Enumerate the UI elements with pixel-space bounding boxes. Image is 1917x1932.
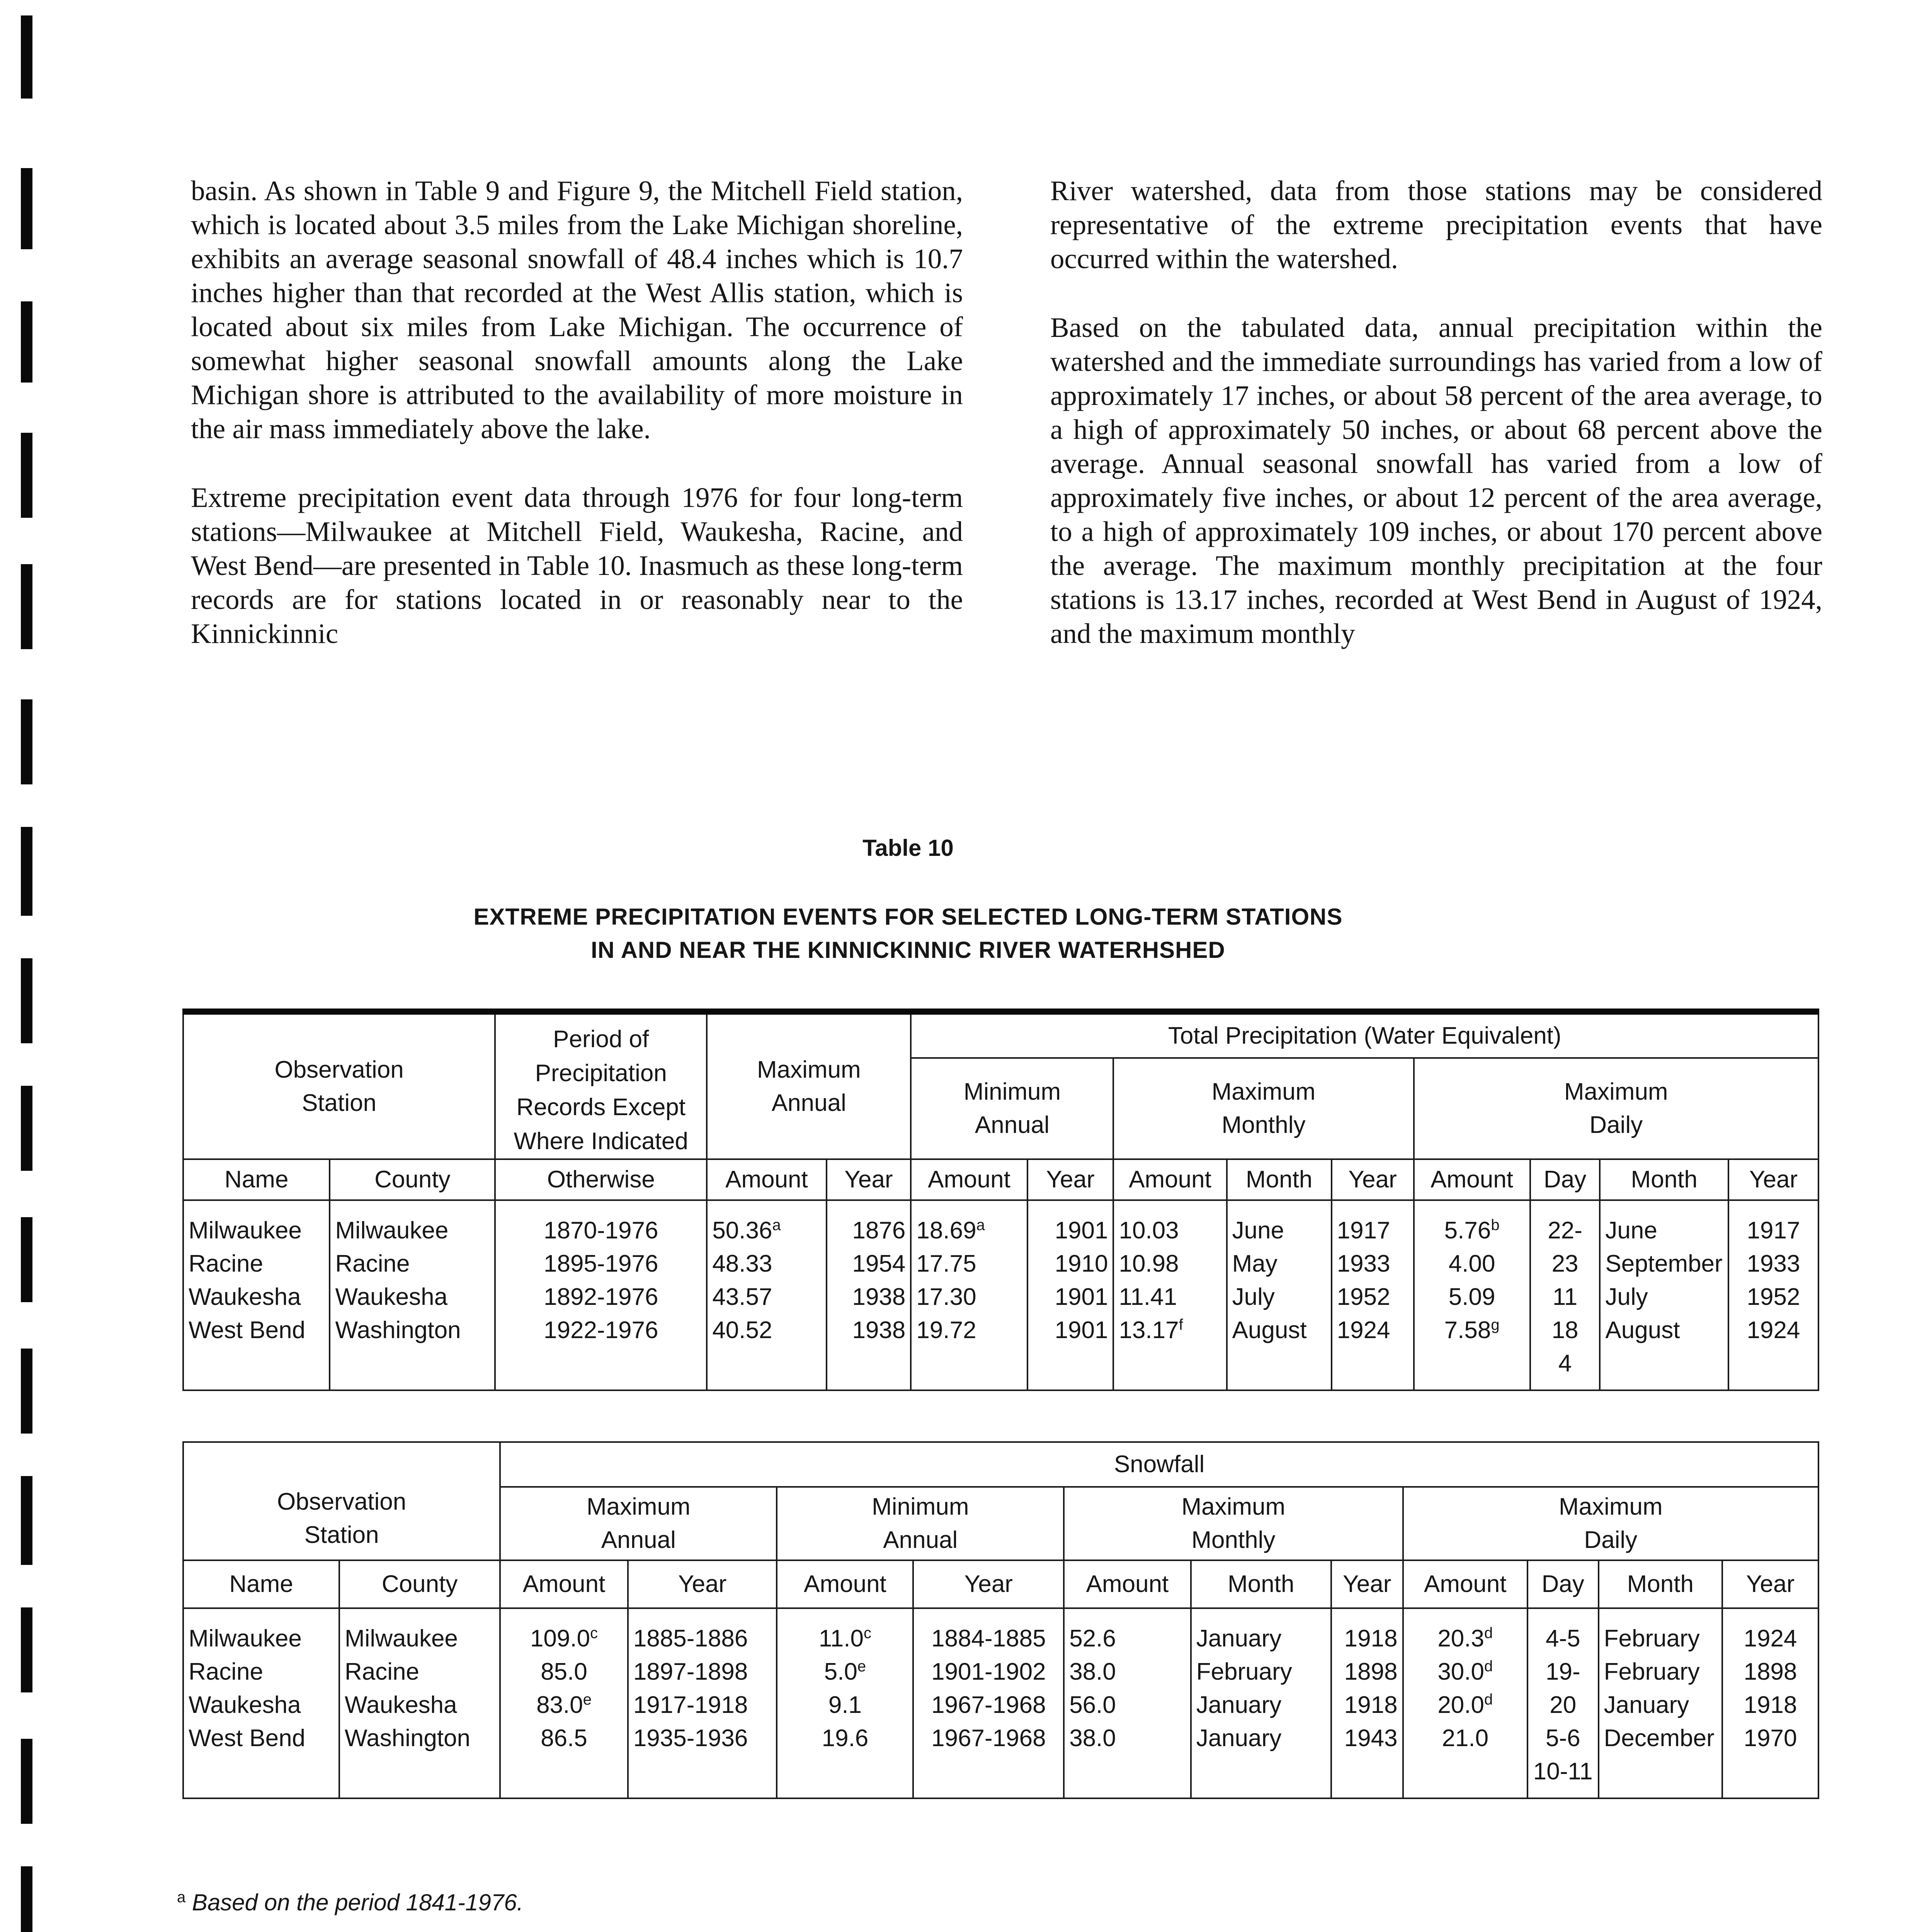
header-text: Annual — [601, 1527, 676, 1553]
value: 43.57 — [712, 1284, 772, 1310]
max-annual-header — [500, 1487, 777, 1560]
value: 19.6 — [822, 1725, 869, 1752]
value: 40.52 — [712, 1317, 772, 1344]
value: 1970 — [1744, 1725, 1797, 1752]
value: July — [1232, 1284, 1275, 1310]
header-text: Station — [302, 1090, 377, 1116]
column-header: Month — [1227, 1159, 1332, 1200]
table-row — [183, 1200, 1818, 1390]
binding-mark — [21, 1086, 32, 1171]
column-header: Amount — [1403, 1560, 1527, 1608]
body-paragraph: Based on the tabulated data, annual precipitation within the watershed and the immediate surroundings has varied from a low of approximately 17 inches, or about 58 percent of the area average, to a high of approximately 50 inches, or about 68 percent above the average. Annual seasonal snowfall has varied from a low of approximately five inches, or about 12 percent of the area average, to a high of approximately 109 inches, or about 170 percent above the average. The maximum monthly precipitation at the four stations is 13.17 inches, recorded at West Bend in August of 1924, and the maximum monthly — [1050, 312, 1822, 649]
column-header: Name — [183, 1560, 339, 1608]
header-text: Where Indicated — [514, 1128, 688, 1155]
value: 20.3$^d$ — [1437, 1624, 1493, 1652]
value: 1954 — [852, 1250, 906, 1277]
value: 10-11 — [1533, 1758, 1593, 1785]
station-name: Waukesha — [189, 1692, 301, 1718]
binding-mark — [21, 433, 32, 518]
value: 1935-1936 — [633, 1725, 748, 1752]
value: 5-6 — [1545, 1725, 1580, 1752]
value: 1917 — [1337, 1217, 1390, 1244]
column-header: Month — [1191, 1560, 1331, 1608]
column-header: Year — [628, 1560, 777, 1608]
binding-mark — [21, 1739, 32, 1824]
footnote-mark: c — [863, 1624, 871, 1642]
value: 1924 — [1337, 1317, 1390, 1344]
value: 1917-1918 — [633, 1692, 748, 1718]
value: 1901 — [1055, 1284, 1108, 1310]
value: 7.58$^g$ — [1444, 1316, 1500, 1344]
footnote-mark: c — [590, 1624, 598, 1642]
value: 38.0 — [1069, 1658, 1116, 1685]
max-daily-header — [1403, 1487, 1818, 1560]
footnote-mark: e — [583, 1691, 592, 1708]
value: 1901 — [1055, 1217, 1108, 1244]
value: 1967-1968 — [931, 1725, 1046, 1752]
value: 86.5 — [541, 1725, 587, 1752]
footnote-mark: a — [177, 1889, 186, 1906]
max-annual-header — [707, 1012, 911, 1159]
station-name: Racine — [189, 1250, 263, 1277]
footnote-mark: e — [857, 1658, 866, 1675]
column-header: Year — [913, 1560, 1064, 1608]
station-name: Milwaukee — [189, 1217, 302, 1244]
column-header: Amount — [1064, 1560, 1191, 1608]
station-name: West Bend — [189, 1725, 306, 1752]
header-text: Maximum — [1181, 1493, 1286, 1520]
value: 30.0$^d$ — [1437, 1658, 1493, 1685]
table-title — [193, 900, 1623, 967]
binding-mark — [21, 564, 32, 649]
county: Waukesha — [345, 1692, 457, 1718]
period: 1922-1976 — [544, 1317, 658, 1344]
column-header: Amount — [1414, 1159, 1530, 1200]
binding-mark — [21, 827, 32, 916]
station-name: West Bend — [189, 1317, 306, 1344]
footnote-mark: d — [1484, 1691, 1493, 1708]
column-header: Year — [1332, 1159, 1414, 1200]
header-text: Annual — [771, 1090, 846, 1116]
column-header: Amount — [707, 1159, 826, 1200]
binding-mark — [21, 1349, 32, 1434]
column-header: Year — [1722, 1560, 1818, 1608]
header-text: Maximum — [587, 1493, 691, 1520]
value: January — [1196, 1692, 1282, 1718]
value: 19.72 — [916, 1317, 976, 1344]
period: 1892-1976 — [544, 1284, 658, 1310]
value: August — [1605, 1317, 1680, 1344]
value: July — [1605, 1284, 1648, 1310]
binding-mark — [21, 168, 32, 249]
value: 1933 — [1747, 1250, 1800, 1277]
value: January — [1196, 1725, 1282, 1752]
header-text: Observation — [274, 1056, 404, 1083]
column-header: Day — [1527, 1560, 1599, 1608]
value: 18 — [1551, 1317, 1579, 1344]
footnote-mark: d — [1484, 1658, 1493, 1675]
column-header: Year — [1728, 1159, 1818, 1200]
right-column — [1050, 174, 1822, 685]
value: 1952 — [1337, 1284, 1390, 1310]
binding-mark — [21, 1607, 32, 1692]
value: 1910 — [1055, 1250, 1108, 1277]
column-header: Year — [1331, 1560, 1403, 1608]
value: 1898 — [1344, 1658, 1398, 1685]
table-number: Table 10 — [862, 835, 954, 861]
county: Racine — [345, 1658, 420, 1685]
value: 9.1 — [828, 1692, 862, 1718]
value: 17.75 — [916, 1250, 976, 1277]
value: January — [1604, 1692, 1689, 1718]
left-column — [191, 174, 963, 685]
value: 10.03 — [1119, 1217, 1179, 1244]
value: 17.30 — [916, 1284, 976, 1310]
value: September — [1605, 1250, 1723, 1277]
max-monthly-header — [1064, 1487, 1403, 1560]
header-text: Monthly — [1191, 1527, 1276, 1553]
table-title-line: EXTREME PRECIPITATION EVENTS FOR SELECTED LONG-TERM STATIONS — [473, 904, 1343, 930]
station-name: Milwaukee — [189, 1625, 302, 1652]
value: 4.00 — [1448, 1250, 1495, 1277]
snowfall-header: Snowfall — [500, 1442, 1818, 1487]
column-header: Amount — [1113, 1159, 1226, 1200]
binding-mark — [21, 699, 32, 784]
footnote-mark: d — [1484, 1624, 1493, 1642]
value: 1898 — [1744, 1658, 1797, 1685]
footnote-mark: g — [1491, 1316, 1500, 1333]
value: 13.17$^f$ — [1119, 1316, 1183, 1344]
footnote-mark: f — [1179, 1316, 1183, 1333]
value: 1952 — [1747, 1284, 1800, 1310]
value: 1924 — [1744, 1625, 1797, 1652]
value: 5.0e — [824, 1658, 866, 1685]
value: 1897-1898 — [633, 1658, 748, 1685]
value: 1918 — [1344, 1692, 1398, 1718]
precipitation-table — [182, 1009, 1819, 1391]
value: 52.6 — [1069, 1625, 1116, 1652]
footnote-a — [177, 1886, 1819, 1920]
column-header: Name — [183, 1159, 330, 1200]
column-header: Year — [1027, 1159, 1114, 1200]
value: 5.09 — [1448, 1284, 1495, 1310]
observation-station-header — [183, 1442, 500, 1560]
binding-mark — [21, 301, 32, 383]
value: 1924 — [1747, 1317, 1800, 1344]
value: 10.98 — [1119, 1250, 1179, 1277]
county: Milwaukee — [335, 1217, 449, 1244]
county: Waukesha — [335, 1284, 448, 1310]
header-text: Annual — [883, 1527, 958, 1553]
binding-mark — [21, 1476, 32, 1565]
value: 83.0e — [536, 1691, 592, 1718]
value: 1938 — [852, 1317, 906, 1344]
body-paragraph: Extreme precipitation event data through 1976 for four long-term stations—Milwaukee at Mitchell Field, Waukesha, Racine, and West Bend—are presented in Table 10. Inasmuch as these long-term records are for stations located in or reasonably near to the Kinnickinnic — [191, 482, 963, 649]
footnote-mark: b — [1491, 1216, 1500, 1234]
column-header: Amount — [911, 1159, 1027, 1200]
value: 1933 — [1337, 1250, 1390, 1277]
binding-mark — [21, 958, 32, 1043]
column-header: Month — [1600, 1159, 1728, 1200]
value: 22-23 — [1548, 1217, 1582, 1277]
footnote-mark: a — [772, 1216, 781, 1234]
table-title-line: IN AND NEAR THE KINNICKINNIC RIVER WATERHSHED — [591, 937, 1225, 963]
period: 1870-1976 — [544, 1217, 658, 1244]
county: Washington — [335, 1317, 461, 1344]
binding-mark — [21, 1217, 32, 1302]
header-text: Records Except — [516, 1094, 686, 1121]
value: 18.69$^a$ — [916, 1216, 985, 1244]
value: 1918 — [1744, 1692, 1797, 1718]
value: 38.0 — [1069, 1725, 1116, 1752]
station-name: Waukesha — [189, 1284, 301, 1310]
binding-mark — [21, 1866, 32, 1932]
value: August — [1232, 1317, 1307, 1344]
column-header: Otherwise — [495, 1159, 707, 1200]
county: Washington — [345, 1725, 471, 1752]
county: Racine — [335, 1250, 410, 1277]
value: 11.0$^c$ — [818, 1624, 871, 1652]
value: January — [1196, 1625, 1282, 1652]
value: 1885-1886 — [633, 1625, 748, 1652]
value: 50.36$^a$ — [712, 1216, 781, 1244]
column-header: Year — [827, 1159, 911, 1200]
value: 1884-1885 — [931, 1625, 1046, 1652]
header-text: Minimum — [872, 1493, 969, 1520]
value: 1917 — [1747, 1217, 1800, 1244]
footnote-text: Based on the period 1841-1976. — [192, 1889, 524, 1915]
value: 85.0 — [541, 1658, 587, 1685]
period-header — [495, 1012, 707, 1159]
value: 11 — [1552, 1284, 1578, 1310]
value: June — [1232, 1217, 1284, 1244]
header-text: Maximum — [757, 1056, 861, 1083]
header-text: Observation — [277, 1488, 407, 1515]
body-paragraph: basin. As shown in Table 9 and Figure 9, the Mitchell Field station, which is located about 3.5 miles from the Lake Michigan shoreline, exhibits an average seasonal snowfall of 48.4 inches which is 10.7 inches higher than that recorded at the West Allis station, which is located about six miles from Lake Michigan. The occurrence of somewhat higher seasonal snowfall amounts along the Lake Michigan shore is attributed to the availability of more moisture in the air mass immediately above the lake. — [191, 175, 963, 444]
max-monthly-header — [1113, 1058, 1414, 1159]
header-text: Monthly — [1221, 1111, 1306, 1138]
column-header: Amount — [777, 1560, 913, 1608]
column-header: Day — [1530, 1159, 1600, 1200]
value: 1901 — [1055, 1317, 1108, 1344]
value: 4-5 — [1545, 1625, 1580, 1652]
value: 1938 — [852, 1284, 906, 1310]
footnote-mark: a — [976, 1216, 985, 1234]
header-text: Maximum — [1564, 1078, 1668, 1105]
value: 1918 — [1344, 1625, 1398, 1652]
county: Milwaukee — [345, 1625, 458, 1652]
column-header: Amount — [500, 1560, 628, 1608]
value: 11.41 — [1119, 1284, 1177, 1310]
value: February — [1196, 1658, 1292, 1685]
column-header: Month — [1599, 1560, 1722, 1608]
table-row — [183, 1608, 1818, 1798]
value: 109.0$^c$ — [530, 1624, 598, 1652]
column-header: County — [330, 1159, 495, 1200]
period: 1895-1976 — [544, 1250, 658, 1277]
binding-mark — [21, 15, 32, 99]
value: May — [1232, 1250, 1277, 1277]
value: February — [1604, 1625, 1700, 1652]
max-daily-header — [1414, 1058, 1818, 1159]
snowfall-table — [182, 1441, 1819, 1799]
value: 5.76$^b$ — [1444, 1216, 1500, 1244]
header-text: Daily — [1589, 1111, 1643, 1138]
value: 1943 — [1344, 1725, 1398, 1752]
column-header: County — [339, 1560, 500, 1608]
header-text: Precipitation — [535, 1060, 667, 1087]
value: December — [1604, 1725, 1715, 1752]
total-precipitation-header: Total Precipitation (Water Equivalent) — [911, 1012, 1818, 1058]
value: 1967-1968 — [931, 1692, 1046, 1718]
observation-station-header — [183, 1012, 495, 1159]
header-text: Annual — [975, 1111, 1050, 1138]
value: June — [1605, 1217, 1657, 1244]
header-text: Maximum — [1558, 1493, 1663, 1520]
value: 21.0 — [1442, 1725, 1489, 1752]
value: 1876 — [852, 1217, 906, 1244]
header-text: Daily — [1584, 1527, 1638, 1553]
value: 20.0$^d$ — [1437, 1691, 1493, 1718]
value: 4 — [1558, 1350, 1572, 1377]
value: 19-20 — [1545, 1658, 1580, 1718]
value: 1901-1902 — [931, 1658, 1046, 1685]
header-text: Station — [304, 1522, 379, 1548]
station-name: Racine — [189, 1658, 263, 1685]
min-annual-header — [911, 1058, 1113, 1159]
value: 56.0 — [1069, 1692, 1116, 1718]
value: 48.33 — [712, 1250, 772, 1277]
header-text: Maximum — [1211, 1078, 1316, 1105]
header-text: Period of — [553, 1026, 649, 1053]
min-annual-header — [777, 1487, 1064, 1560]
body-paragraph: River watershed, data from those stations may be considered representative of the extreme precipitation events that have occurred within the watershed. — [1050, 175, 1822, 274]
value: February — [1604, 1658, 1700, 1685]
header-text: Minimum — [963, 1078, 1061, 1105]
